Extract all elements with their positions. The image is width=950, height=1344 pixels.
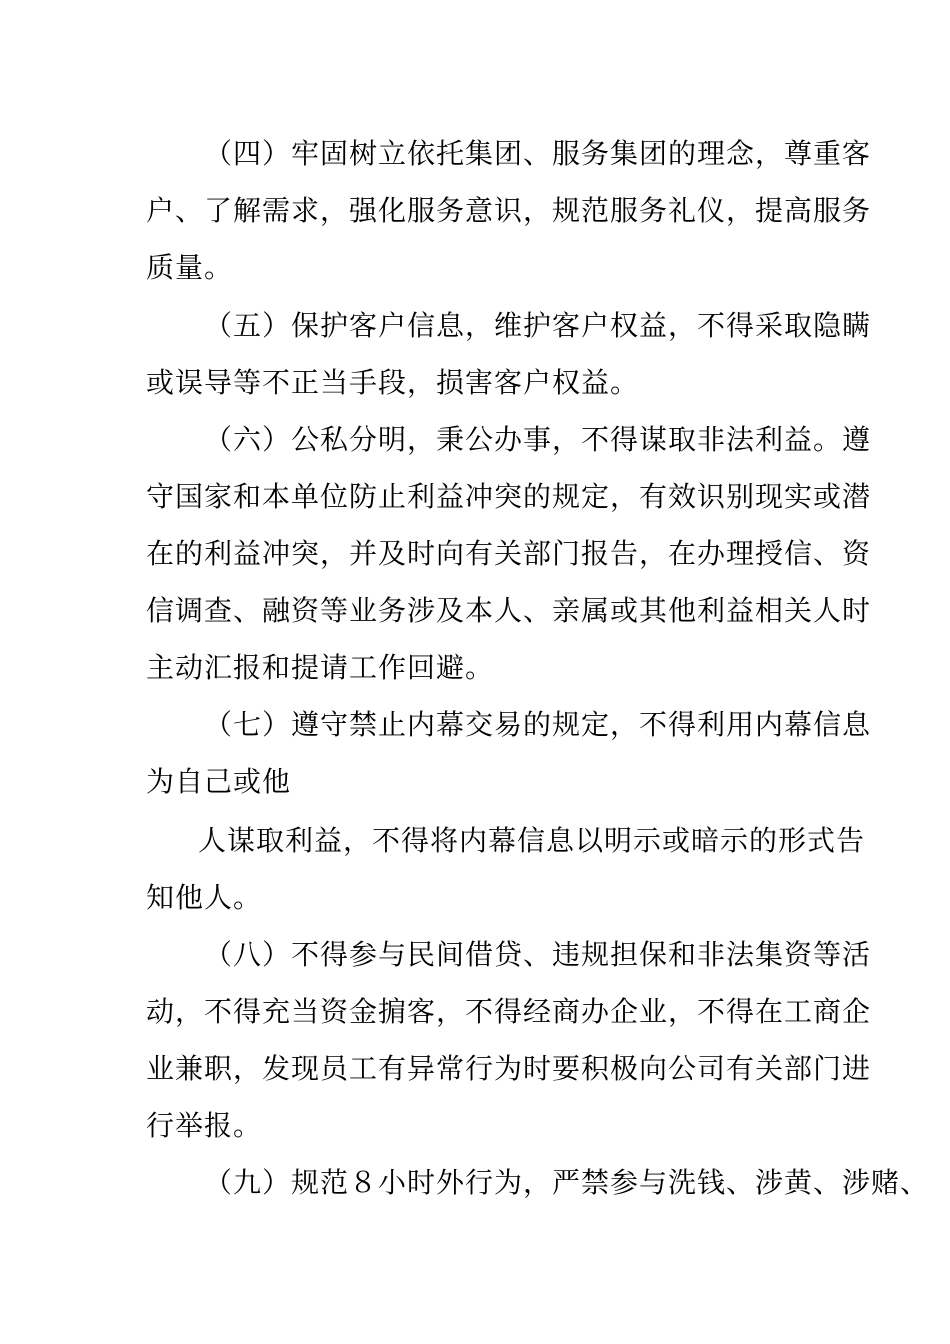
text-line: （八）不得参与民间借贷、违规担保和非法集资等活: [204, 938, 872, 971]
text-line: 质量。: [146, 251, 234, 284]
text-line: 知他人。: [146, 881, 263, 914]
text-line: 主动汇报和提请工作回避。: [146, 651, 495, 684]
text-line: 为自己或他: [146, 765, 292, 798]
text-line: （五）保护客户信息，维护客户权益，不得采取隐瞒: [204, 309, 872, 342]
text-line: 行举报。: [146, 1109, 263, 1142]
text-line: 守国家和本单位防止利益冲突的规定，有效识别现实或潜: [146, 480, 872, 513]
text-line: （九）规范８小时外行为，严禁参与洗钱、涉黄、涉赌、: [204, 1166, 930, 1199]
text-line: （四）牢固树立依托集团、服务集团的理念，尊重客: [204, 137, 872, 170]
text-line: 或误导等不正当手段，损害客户权益。: [146, 366, 640, 399]
text-line: 人谋取利益，不得将内幕信息以明示或暗示的形式告: [198, 824, 866, 857]
text-line: 信调查、融资等业务涉及本人、亲属或其他利益相关人时: [146, 594, 872, 627]
text-line: 在的利益冲突，并及时向有关部门报告，在办理授信、资: [146, 537, 872, 570]
text-line: 业兼职，发现员工有异常行为时要积极向公司有关部门进: [146, 1052, 872, 1085]
text-line: （六）公私分明，秉公办事，不得谋取非法利益。遵: [204, 423, 872, 456]
text-line: 动，不得充当资金掮客，不得经商办企业，不得在工商企: [146, 995, 872, 1028]
text-line: 户、了解需求，强化服务意识，规范服务礼仪，提高服务: [146, 194, 872, 227]
text-line: （七）遵守禁止内幕交易的规定，不得利用内幕信息: [204, 708, 872, 741]
